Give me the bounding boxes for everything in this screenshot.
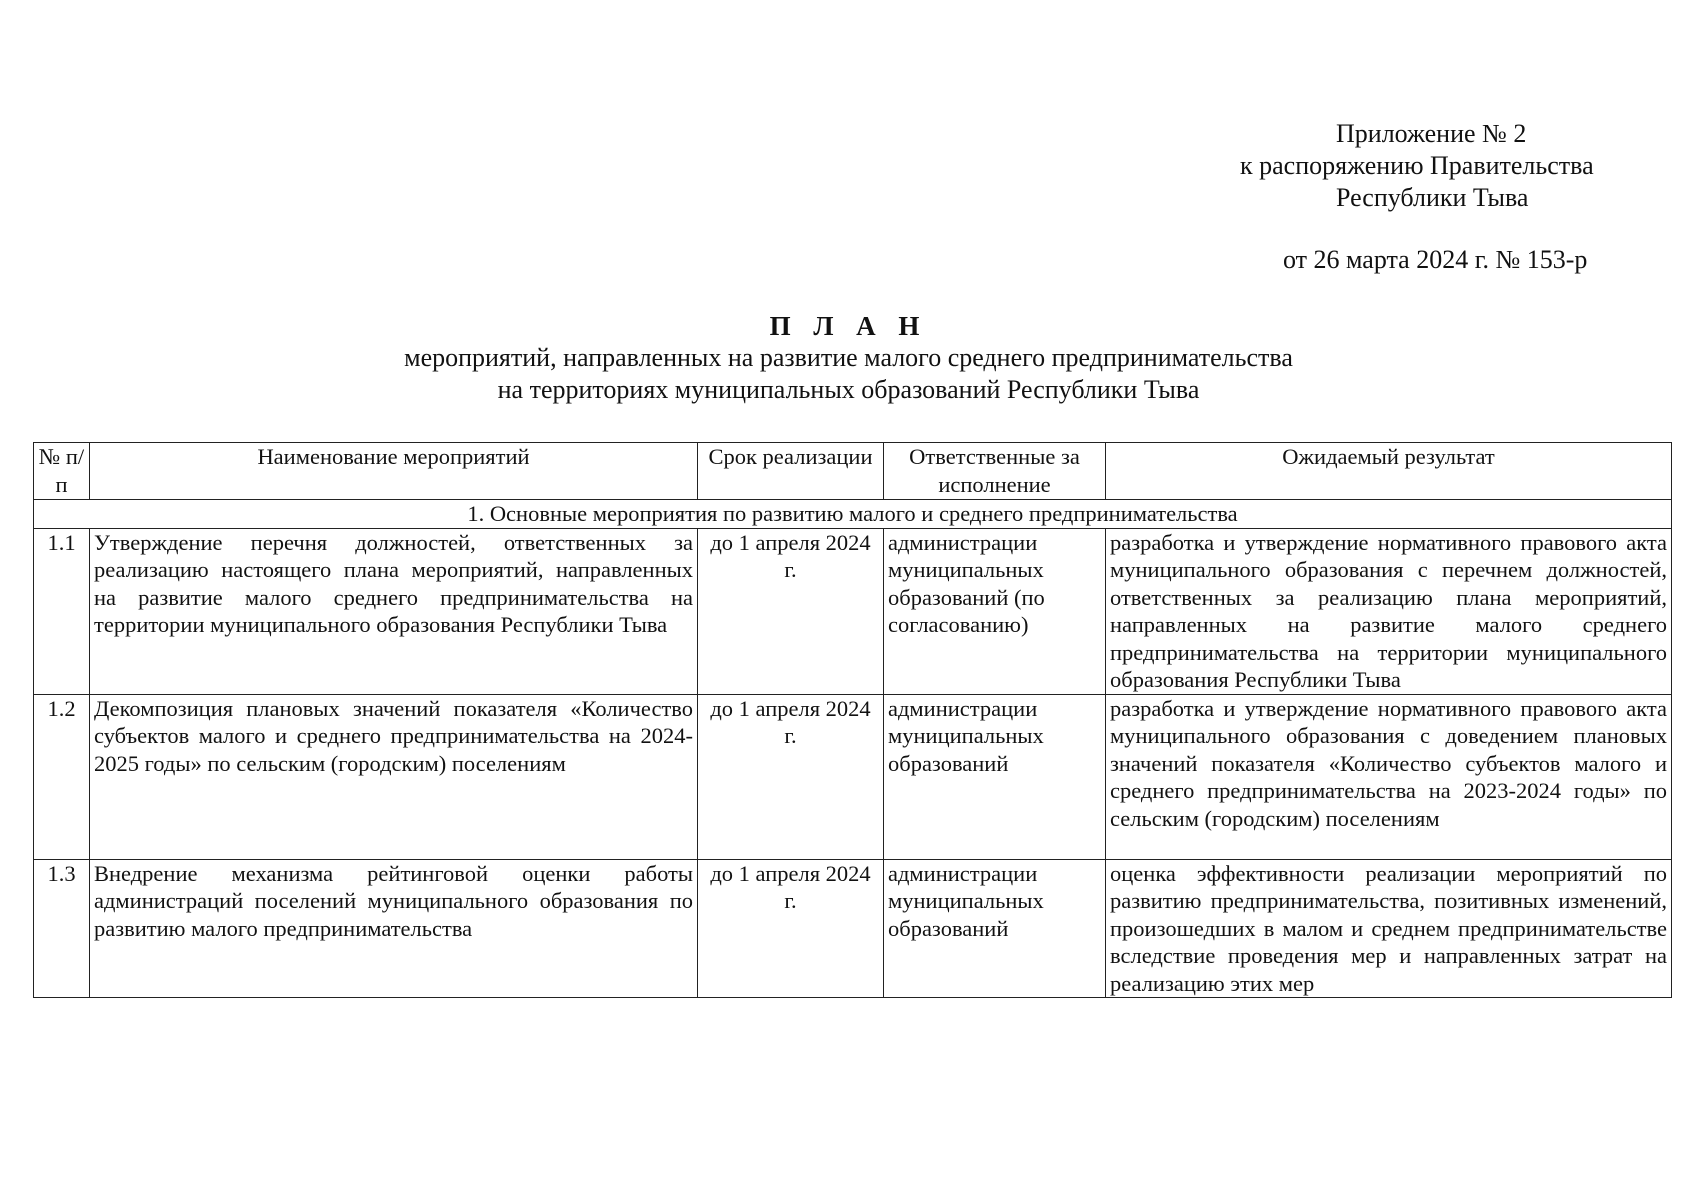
section-row xyxy=(34,500,1672,529)
table-header-row xyxy=(34,443,1672,500)
document-title xyxy=(0,310,1697,406)
row-term: до 1 апреля 2024 г. xyxy=(698,694,884,859)
appendix-block xyxy=(1240,118,1640,276)
header-term: Срок реализации xyxy=(698,443,884,500)
row-responsible: администрации муниципальных образований xyxy=(884,694,1106,859)
header-num: № п/п xyxy=(34,443,90,500)
table-row xyxy=(34,528,1672,694)
row-name: Утверждение перечня должностей, ответственных за реализацию настоящего плана мероприятий, направленных на развитие малого среднего предпринимательства на территории муниципального образования Республики Тыва xyxy=(90,528,698,694)
row-term: до 1 апреля 2024 г. xyxy=(698,859,884,998)
row-name: Внедрение механизма рейтинговой оценки работы администраций поселений муниципального образования по развитию малого предпринимательства xyxy=(90,859,698,998)
row-responsible: администрации муниципальных образований (по согласованию) xyxy=(884,528,1106,694)
row-num: 1.1 xyxy=(34,528,90,694)
appendix-number: Приложение № 2 xyxy=(1336,119,1527,148)
header-name: Наименование мероприятий xyxy=(90,443,698,500)
appendix-republic: Республики Тыва xyxy=(1336,183,1529,212)
appendix-date: от 26 марта 2024 г. № 153-р xyxy=(1283,245,1588,274)
table-row xyxy=(34,859,1672,998)
header-responsible: Ответственные за исполнение xyxy=(884,443,1106,500)
header-result: Ожидаемый результат xyxy=(1106,443,1672,500)
row-term: до 1 апреля 2024 г. xyxy=(698,528,884,694)
plan-heading: П Л А Н xyxy=(769,311,928,341)
row-num: 1.2 xyxy=(34,694,90,859)
row-name: Декомпозиция плановых значений показателя «Количество субъектов малого и среднего предпринимательства на 2024-2025 годы» по сельским (городским) поселениям xyxy=(90,694,698,859)
row-result: разработка и утверждение нормативного правового акта муниципального образования с перечнем должностей, ответственных за реализацию плана мероприятий, направленных на развитие малого среднего предпринимательства на территории муниципального образования Республики Тыва xyxy=(1106,528,1672,694)
section-title: 1. Основные мероприятия по развитию малого и среднего предпринимательства xyxy=(34,500,1672,529)
plan-table xyxy=(33,442,1672,998)
plan-subtitle-line2: на территориях муниципальных образований Республики Тыва xyxy=(497,375,1200,404)
row-result: оценка эффективности реализации мероприятий по развитию предпринимательства, позитивных изменений, произошедших в малом и среднем предпринимательстве вследствие проведения мер и направленных затрат на реализацию этих мер xyxy=(1106,859,1672,998)
row-num: 1.3 xyxy=(34,859,90,998)
row-responsible: администрации муниципальных образований xyxy=(884,859,1106,998)
table-row xyxy=(34,694,1672,859)
plan-subtitle-line1: мероприятий, направленных на развитие малого среднего предпринимательства xyxy=(404,343,1293,372)
appendix-order-ref: к распоряжению Правительства xyxy=(1240,151,1594,180)
row-result: разработка и утверждение нормативного правового акта муниципального образования с доведением плановых значений показателя «Количество субъектов малого и среднего предпринимательства на 2023-2024 годы» по сельским (городским) поселениям xyxy=(1106,694,1672,859)
